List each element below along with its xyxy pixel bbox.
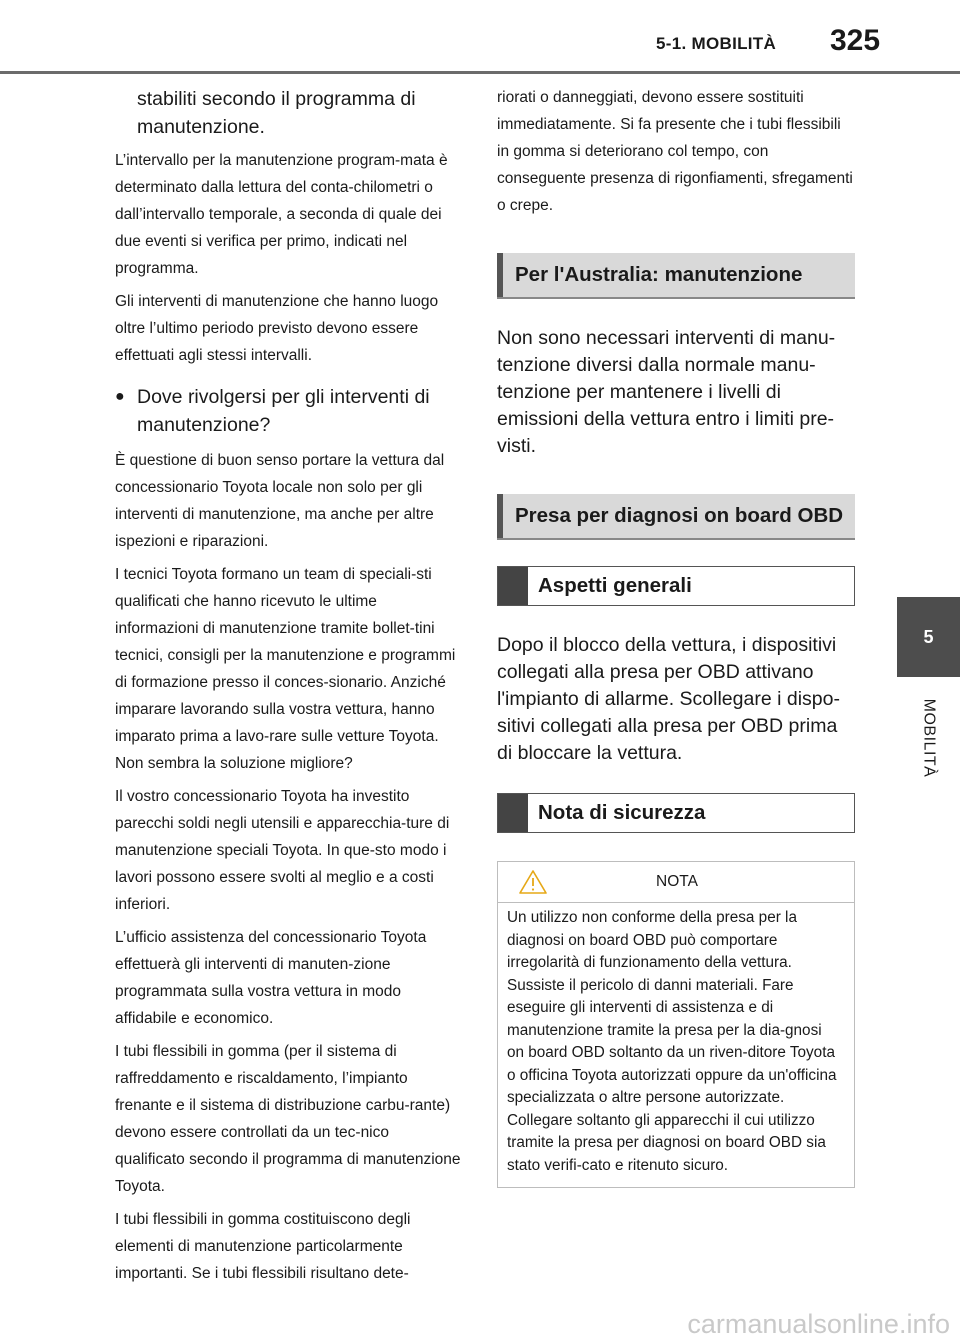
watermark: carmanualsonline.info (687, 1309, 950, 1339)
section-heading-obd (497, 494, 855, 540)
chapter-label (897, 683, 960, 793)
page-number: 325 (830, 24, 881, 57)
paragraph: L’intervallo per la manutenzione program-mata è determinato dalla lettura del conta-chilometri o dall’intervallo temporale, a seconda di quale dei due eventi si verifica per primo, indicati nel programma. (115, 152, 448, 277)
section-heading-text: Per l'Australia: manutenzione (515, 263, 803, 286)
right-column (497, 84, 855, 1188)
chapter-number: 5 (923, 626, 934, 647)
paragraph: Dopo il blocco della vettura, i dispositivi collegati alla presa per OBD attivano l'impianto di allarme. Scollegare i dispo-sitivi collegati alla presa per OBD prima di bloccare la vettura. (497, 634, 840, 764)
bullet-icon: ● (115, 388, 125, 405)
paragraph: riorati o danneggiati, devono essere sostituiti immediatamente. Si fa presente che i tubi flessibili in gomma si deteriorano col tempo, con conseguente presenza di rigonfiamenti, sfregamenti o crepe. (497, 89, 853, 214)
paragraph: Il vostro concessionario Toyota ha investito parecchi soldi negli utensili e apparecchia-ture di manutenzione speciali Toyota. In que-sto modo i lavori possono essere svolti al meglio e a costi inferiori. (115, 788, 450, 913)
paragraph: È questione di buon senso portare la vettura dal concessionario Toyota locale non solo per gli interventi di manutenzione, ma anche per altre ispezioni e riparazioni. (115, 452, 445, 550)
left-column (115, 85, 463, 1293)
section-header: 5-1. MOBILITÀ (656, 34, 777, 53)
subsection-heading-safety (497, 793, 855, 833)
paragraph: I tubi flessibili in gomma costituiscono degli elementi di manutenzione particolarmente importanti. Se i tubi flessibili risultano dete- (115, 1211, 411, 1282)
subsection-heading-general (497, 566, 855, 606)
section-heading-text: Presa per diagnosi on board OBD (515, 504, 844, 527)
note-header (498, 862, 854, 903)
subsection-heading-text: Aspetti generali (538, 574, 692, 597)
note-label: NOTA (656, 873, 698, 890)
subsection-heading-text: Nota di sicurezza (538, 801, 706, 824)
subsection-block (498, 794, 528, 832)
paragraph: L’ufficio assistenza del concessionario Toyota effettuerà gli interventi di manuten-zione programmata sulla vostra vettura in modo affidabile e economico. (115, 929, 427, 1027)
subsection-block (498, 567, 528, 605)
continuation-text: stabiliti secondo il programma di manutenzione. (137, 88, 416, 138)
paragraph: I tubi flessibili in gomma (per il sistema di raffreddamento e riscaldamento, l’impianto frenante e il sistema di distribuzione carbu-rante) devono essere controllati da un tec-nico qualificato secondo il programma di manutenzione Toyota. (115, 1043, 461, 1195)
note-text: Un utilizzo non conforme della presa per la diagnosi on board OBD può comportare irregolarità di funzionamento della vettura. Sussiste il pericolo di danni materiali. Fare eseguire gli interventi di assistenza e di manutenzione tramite la presa per la dia-gnosi on board OBD soltanto da un riven-ditore Toyota o officina Toyota autorizzati oppure da un'officina specializzata o altre persone autorizzate. Collegare soltanto gli apparecchi il cui utilizzo tramite la presa per diagnosi on board OBD sia stato verifi-cato e ritenuto sicuro. (507, 909, 837, 1174)
chapter-label-text: MOBILITÀ (920, 698, 938, 778)
paragraph: I tecnici Toyota formano un team di speciali-sti qualificati che hanno ricevuto le ultime informazioni di manutenzione tramite bollet-tini tecnici, consigli per la manutenzione e programmi di formazione presso il conces-sionario. Anziché imparare lavorando sulla vostra vettura, hanno imparato prima a lavo-rare sulle vetture Toyota. Non sembra la soluzione migliore? (115, 566, 456, 772)
chapter-tab[interactable] (897, 597, 960, 677)
section-heading-australia (497, 253, 855, 299)
bullet-heading (115, 383, 463, 439)
bullet-heading-text: Dove rivolgersi per gli interventi di manutenzione? (137, 386, 430, 436)
note-box (497, 861, 855, 1188)
warning-icon (518, 869, 548, 895)
header-divider (0, 71, 960, 74)
paragraph: Gli interventi di manutenzione che hanno luogo oltre l’ultimo periodo previsto devono essere effettuati agli stessi intervalli. (115, 293, 439, 364)
paragraph: Non sono necessari interventi di manu-tenzione diversi dalla normale manu-tenzione per mantenere i livelli di emissioni della vettura entro i limiti pre-visti. (497, 327, 836, 457)
